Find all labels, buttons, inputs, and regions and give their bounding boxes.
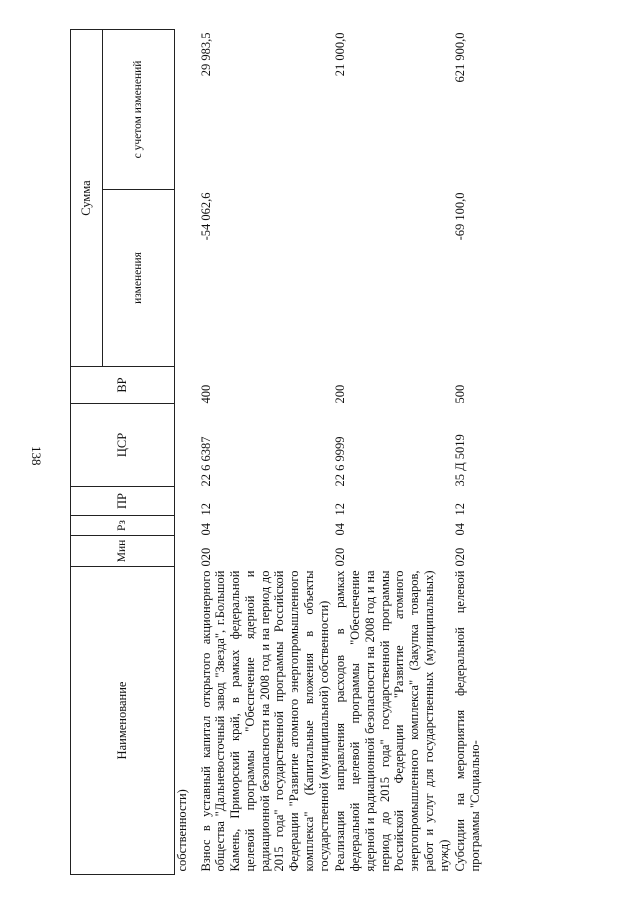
header-vr: ВР (71, 367, 175, 404)
budget-table (70, 29, 483, 875)
row-name: Субсидии на мероприятия федеральной целевой программы "Социально- (453, 570, 482, 872)
row-with-change: 29 983,5 (198, 32, 213, 77)
row-csr (175, 404, 197, 487)
row-pr: 12 (333, 503, 348, 516)
row-rz: 04 (198, 523, 213, 536)
row-csr: 35 Д 5019 (453, 434, 468, 487)
header-change: изменения (103, 190, 175, 367)
row-vr (175, 367, 197, 404)
row-pr (175, 487, 197, 516)
rotated-page-content (70, 30, 570, 875)
row-min: 020 (198, 547, 213, 567)
header-sum: Сумма (71, 30, 103, 367)
row-change: -54 062,6 (198, 192, 213, 241)
header-min: Мин (71, 536, 175, 567)
row-vr: 400 (198, 384, 213, 404)
row-change: -69 100,0 (453, 192, 468, 241)
row-name: Взнос в уставный капитал открытого акционерного общества "Дальневосточный завод "Звезда", г.Большой Камень, Приморский край, в рамках федеральной целевой программы "Обеспечение ядерной и радиационной безопасности на 2008 год и на период до 2015 года" государственной программы Российской Федерации "Развитие атомного энергопромышленного комплекса" (Капитальные вложения в объекты государственной (муниципальной) собственности) (198, 570, 331, 872)
table-row (175, 30, 197, 875)
page-number: 138 (29, 446, 44, 466)
header-with-change: с учетом изменений (103, 30, 175, 190)
row-with-change (175, 30, 197, 190)
row-change (175, 190, 197, 367)
header-rz: Рз (71, 516, 175, 536)
row-vr: 200 (333, 384, 348, 404)
row-with-change: 21 000,0 (333, 32, 348, 77)
row-rz (175, 516, 197, 536)
header-pr: ПР (71, 487, 175, 516)
row-rz: 04 (333, 523, 348, 536)
row-pr: 12 (453, 503, 468, 516)
table-row (197, 30, 332, 875)
row-csr: 22 6 6387 (198, 436, 213, 487)
row-name: Реализация направления расходов в рамках федеральной целевой программы "Обеспечение ядерной и радиационной безопасности на 2008 год и на период до 2015 года" государственной программы Российской Федерации "Развитие атомного энергопромышленного комплекса" (Закупка товаров, работ и услуг для государственных (муниципальных) нужд) (333, 570, 451, 872)
row-with-change: 621 900,0 (453, 32, 468, 83)
row-csr: 22 6 9999 (333, 436, 348, 487)
row-rz: 04 (453, 523, 468, 536)
row-min: 020 (453, 547, 468, 567)
row-pr: 12 (198, 503, 213, 516)
table-row (331, 30, 451, 875)
row-min (175, 536, 197, 567)
table-row (451, 30, 483, 875)
row-min: 020 (333, 547, 348, 567)
row-change (331, 190, 451, 367)
header-csr: ЦСР (71, 404, 175, 487)
row-name: собственности) (175, 789, 189, 872)
header-name: Наименование (71, 567, 175, 875)
row-vr: 500 (453, 384, 468, 404)
